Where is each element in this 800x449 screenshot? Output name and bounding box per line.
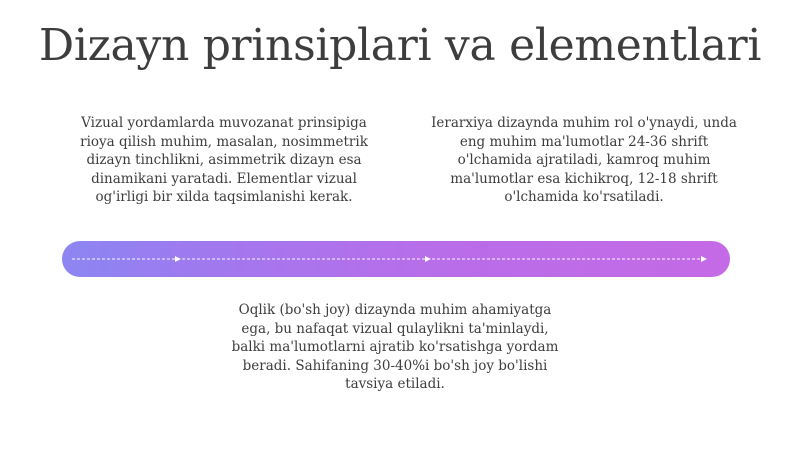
timeline-bar: [62, 241, 730, 277]
text-block-whitespace: Oqlik (bo'sh joy) dizaynda muhim ahamiyatga ega, bu nafaqat vizual qulaylikni ta'minlaydi, balki ma'lumotlarni ajratib ko'rsatishga yordam beradi. Sahifaning 30-40%i bo'sh joy bo'lishi tavsiya etiladi.: [231, 302, 559, 393]
arrow-head-icon: [175, 256, 181, 262]
arrow-head-icon: [425, 256, 431, 262]
text-block-hierarchy: Ierarxiya dizaynda muhim rol o'ynaydi, unda eng muhim ma'lumotlar 24-36 shrift o'lchamida ajratiladi, kamroq muhim ma'lumotlar esa kichikroq, 12-18 shrift o'lchamida ko'rsatiladi.: [431, 115, 737, 206]
arrow-head-icon: [701, 256, 707, 262]
timeline-arrows: [62, 241, 730, 277]
slide-title: Dizayn prinsiplari va elementlari: [38, 20, 762, 71]
text-block-balance: Vizual yordamlarda muvozanat prinsipiga rioya qilish muhim, masalan, nosimmetrik dizayn tinchlikni, asimmetrik dizayn esa dinamikani yaratadi. Elementlar vizual og'irligi bir xilda taqsimlanishi kerak.: [80, 115, 368, 206]
